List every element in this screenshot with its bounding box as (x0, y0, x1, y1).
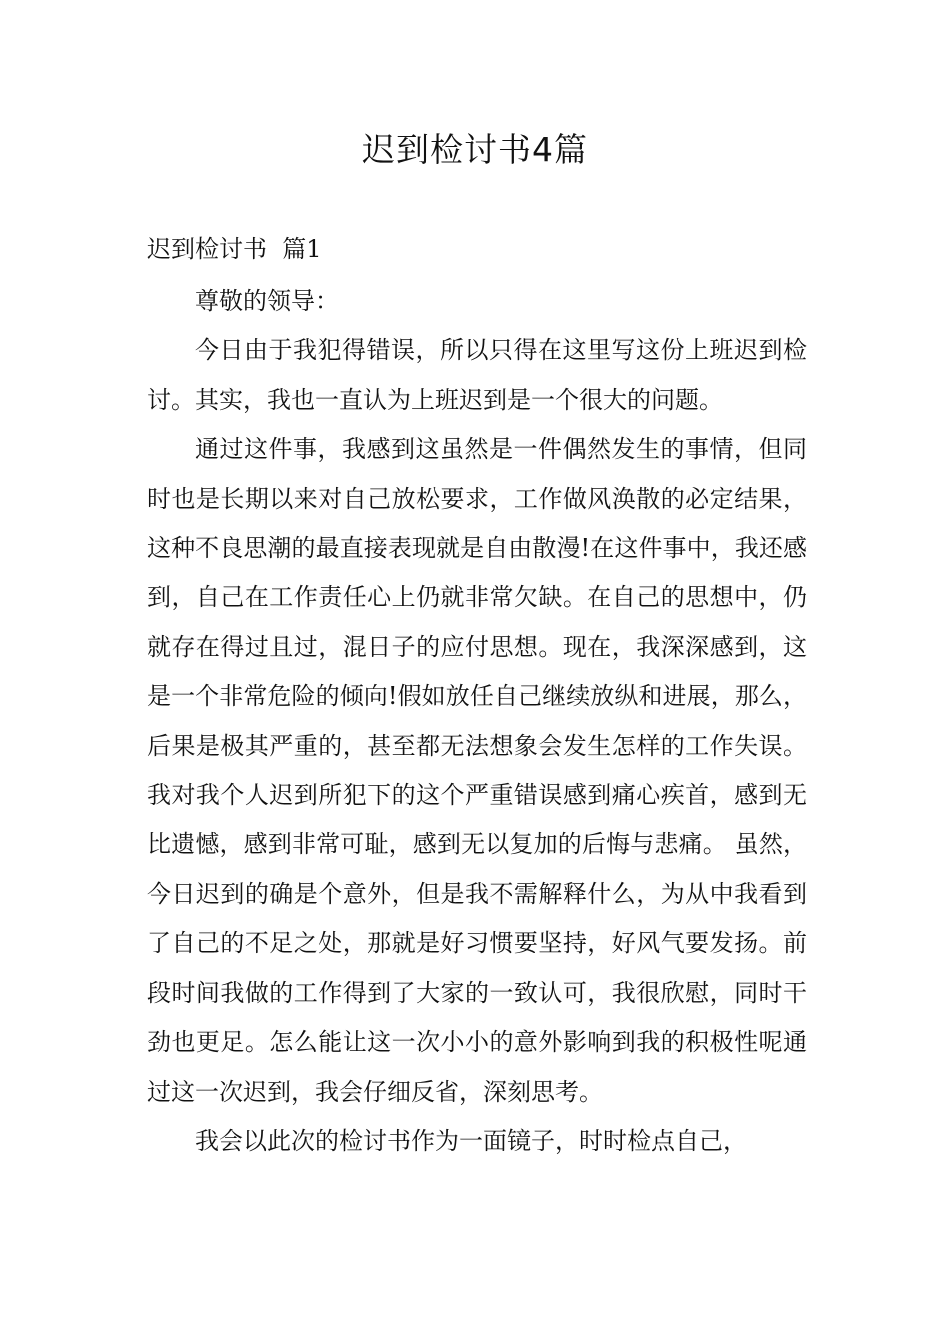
body-paragraph: 今日由于我犯得错误，所以只得在这里写这份上班迟到检讨。其实，我也一直认为上班迟到是一个很大的问题。 (147, 336, 807, 414)
body-paragraph: 通过这件事，我感到这虽然是一件偶然发生的事情，但同时也是长期以来对自己放松要求，工作做风涣散的必定结果，这种不良思潮的最直接表现就是自由散漫!在这件事中，我还感到，自己在工作责任心上仍就非常欠缺。在自己的思想中，仍就存在得过且过，混日子的应付思想。现在，我深深感到，这是一个非常危险的倾向!假如放任自己继续放纵和进展，那么，后果是极其严重的，甚至都无法想象会发生怎样的工作失误。我对我个人迟到所犯下的这个严重错误感到痛心疾首，感到无比遗憾，感到非常可耻，感到无以复加的后悔与悲痛。 虽然，今日迟到的确是个意外，但是我不需解释什么，为从中我看到了自己的不足之处，那就是好习惯要坚持，好风气要发扬。前段时间我做的工作得到了大家的一致认可，我很欣慰，同时干劲也更足。怎么能让这一次小小的意外影响到我的积极性呢通过这一次迟到，我会仔细反省，深刻思考。 (147, 435, 807, 1106)
document-body (147, 277, 807, 1166)
salutation-paragraph: 尊敬的领导： (195, 287, 339, 315)
document-title: 迟到检讨书4篇 (362, 130, 588, 169)
body-paragraph: 我会以此次的检讨书作为一面镜子，时时检点自己， (195, 1126, 747, 1155)
section-heading: 迟到检讨书 篇1 (147, 235, 322, 263)
